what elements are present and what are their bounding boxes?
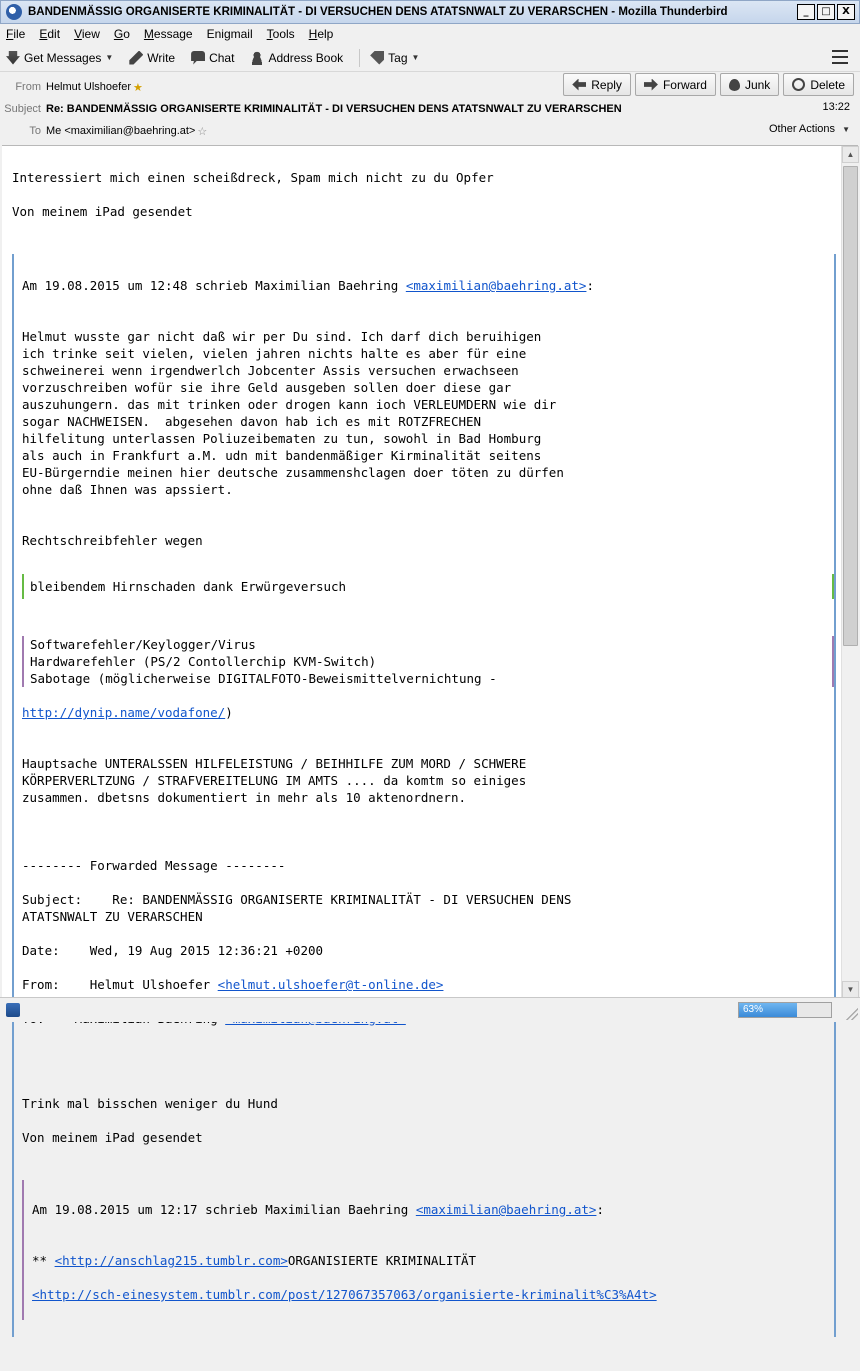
maximize-button[interactable]: □	[817, 4, 835, 20]
resize-grip-icon[interactable]	[846, 1008, 858, 1020]
junk-flame-icon	[729, 79, 740, 91]
trink-text: Trink mal bisschen weniger du Hund Von meinem iPad gesendet	[22, 1096, 278, 1145]
thunderbird-app-icon	[6, 4, 22, 20]
progress-text: 63%	[743, 1004, 764, 1015]
star-outline-icon[interactable]: ☆	[197, 124, 208, 138]
reply-button[interactable]: Reply	[563, 73, 631, 96]
scroll-up-icon[interactable]: ▲	[842, 146, 859, 163]
online-status-icon[interactable]	[6, 1003, 20, 1017]
download-icon	[6, 51, 20, 65]
menu-message[interactable]: Message	[143, 27, 193, 41]
to-value[interactable]: Me <maximilian@baehring.at>	[46, 125, 196, 137]
delete-button[interactable]: Delete	[783, 73, 854, 96]
menu-view[interactable]: View	[74, 27, 100, 41]
chevron-down-icon[interactable]: ▼	[411, 53, 420, 62]
tumblr-link[interactable]: <http://sch-einesystem.tumblr.com/post/127067357063/organisierte-kriminalit%C3%A4t>	[32, 1287, 657, 1302]
menu-file[interactable]: File	[6, 27, 26, 41]
rechtschreib-line: Rechtschreibfehler wegen	[22, 533, 203, 548]
window-titlebar	[0, 0, 860, 24]
menubar	[0, 24, 860, 44]
window-title: BANDENMÄSSIG ORGANISERTE KRIMINALITÄT - DI VERSUCHEN DENS ATATSNWALT ZU VERARSCHEN - Mozilla Thunderbird	[28, 6, 728, 18]
to-label: To	[29, 125, 41, 137]
chevron-down-icon[interactable]: ▼	[105, 53, 114, 62]
email-link[interactable]: <maximilian@baehring.at>	[405, 278, 587, 293]
progress-bar	[738, 1002, 832, 1018]
subject-row	[0, 99, 860, 119]
app-menu-icon[interactable]	[832, 50, 848, 64]
menu-go[interactable]: Go	[113, 27, 130, 41]
dynip-link[interactable]: http://dynip.name/vodafone/	[22, 705, 226, 720]
main-toolbar	[0, 44, 860, 72]
message-content	[12, 152, 836, 1371]
chevron-down-icon: ▼	[842, 125, 850, 134]
email-link[interactable]: <helmut.ulshoefer@t-online.de>	[217, 977, 444, 992]
anschlag-link[interactable]: <http://anschlag215.tumblr.com>	[54, 1253, 288, 1268]
menu-tools[interactable]: Tools	[266, 27, 295, 41]
chat-button[interactable]: Chat	[191, 51, 234, 65]
hauptsache-text: Hauptsache UNTERALSSEN HILFELEISTUNG / BEIHHILFE ZUM MORD / SCHWERE KÖRPERVERLTZUNG / STRAFVEREITELUNG IM AMTS .... da komtm so einiges zusammen. dbetsns dokumentiert in mehr als 10 aktenordnern.	[22, 756, 527, 805]
status-bar	[0, 997, 860, 1022]
forwarded-from: From: Helmut Ulshoefer <helmut.ulshoefer@t-online.de>	[22, 977, 444, 992]
menu-help[interactable]: Help	[308, 27, 334, 41]
forwarded-header: -------- Forwarded Message --------	[22, 858, 286, 873]
get-messages-button[interactable]: Get Messages ▼	[6, 51, 113, 65]
from-label: From	[15, 81, 41, 93]
reply-icon	[572, 79, 586, 91]
star-icon[interactable]: ★	[132, 80, 143, 94]
other-actions-button[interactable]: Other Actions ▼	[768, 123, 850, 135]
window-controls	[797, 4, 855, 20]
person-icon	[250, 51, 264, 65]
tag-icon	[370, 51, 384, 65]
scroll-down-icon[interactable]: ▼	[842, 981, 859, 998]
forward-button[interactable]: Forward	[635, 73, 716, 96]
blockquote-green: bleibendem Hirnschaden dank Erwürgeversuch	[22, 574, 834, 599]
subject-value: Re: BANDENMÄSSIG ORGANISERTE KRIMINALITÄT - DI VERSUCHEN DENS ATATSNWALT ZU VERARSCHEN	[46, 103, 622, 115]
quote2-attribution: Am 19.08.2015 um 12:17 schrieb Maximilian Baehring <maximilian@baehring.at>:	[32, 1202, 604, 1217]
forwarded-date: Date: Wed, 19 Aug 2015 12:36:21 +0200	[22, 943, 324, 958]
message-time: 13:22	[822, 101, 850, 113]
menu-edit[interactable]: Edit	[39, 27, 61, 41]
junk-button[interactable]: Junk	[720, 73, 779, 96]
header-actions	[563, 73, 854, 96]
blockquote-level1	[12, 254, 836, 1337]
tag-button[interactable]: Tag ▼	[370, 51, 419, 65]
close-button[interactable]: X	[837, 4, 855, 20]
quote1-text: Helmut wusste gar nicht daß wir per Du sind. Ich darf dich beruihigen ich trinke seit vielen, vielen jahren nichts halte es aber für eine schweinerei wenn irgendwerlch Jobcenter Assis versuchen erwachseen vorzuschreiben wofür sie ihre Geld ausgeben sollen doer diese gar auszuhungern. das mit trinken oder drogen kann ioch VERLEUMDERN wie dir sogar NACHWEISEN. abgesehen davon hab ich es mit ROTZFRECHEN hilfelitung unterlassen Poliuzeibematen zu tun, sowohl in Bad Homburg als auch in Frankfurt a.M. udn mit bandenmäßiger Kirminalität seitens EU-Bürgerndie meinen hier deutsche zusammenshclagen doer töten zu dürfen ohne daß Ihnen was apssiert.	[22, 329, 564, 497]
forward-icon	[644, 79, 658, 91]
vertical-scrollbar[interactable]	[841, 146, 858, 998]
dynip-line: http://dynip.name/vodafone/)	[22, 705, 233, 720]
minimize-button[interactable]: _	[797, 4, 815, 20]
from-value[interactable]: Helmut Ulshoefer	[46, 81, 131, 93]
message-body[interactable]	[2, 145, 858, 1302]
subject-label: Subject	[4, 103, 41, 115]
delete-icon	[792, 78, 805, 91]
chat-bubble-icon	[191, 51, 205, 65]
write-button[interactable]: Write	[129, 51, 175, 65]
pencil-icon	[129, 51, 143, 65]
address-book-button[interactable]: Address Book	[250, 51, 343, 65]
quote1-attribution: Am 19.08.2015 um 12:48 schrieb Maximilian Baehring <maximilian@baehring.at>:	[22, 278, 594, 293]
scrollbar-thumb[interactable]	[843, 166, 858, 646]
blockquote-level2	[22, 1180, 834, 1320]
quote2-line1: ** <http://anschlag215.tumblr.com>ORGANISIERTE KRIMINALITÄT	[32, 1253, 477, 1268]
menu-enigmail[interactable]: Enigmail	[206, 27, 253, 41]
quote2-line2	[32, 1286, 834, 1303]
blockquote-purple: Softwarefehler/Keylogger/Virus Hardwarefehler (PS/2 Contollerchip KVM-Switch) Sabotage (möglicherweise DIGITALFOTO-Beweismittelvernichtung -	[22, 636, 834, 687]
reply-intro: Interessiert mich einen scheißdreck, Spam mich nicht zu du Opfer Von meinem iPad gesendet	[12, 170, 494, 219]
message-header	[0, 73, 860, 145]
toolbar-separator	[359, 49, 360, 67]
to-row	[0, 121, 860, 141]
email-link[interactable]: <maximilian@baehring.at>	[415, 1202, 597, 1217]
forwarded-subject: Subject: Re: BANDENMÄSSIG ORGANISERTE KRIMINALITÄT - DI VERSUCHEN DENS ATATSNWALT ZU VERARSCHEN	[22, 892, 572, 924]
